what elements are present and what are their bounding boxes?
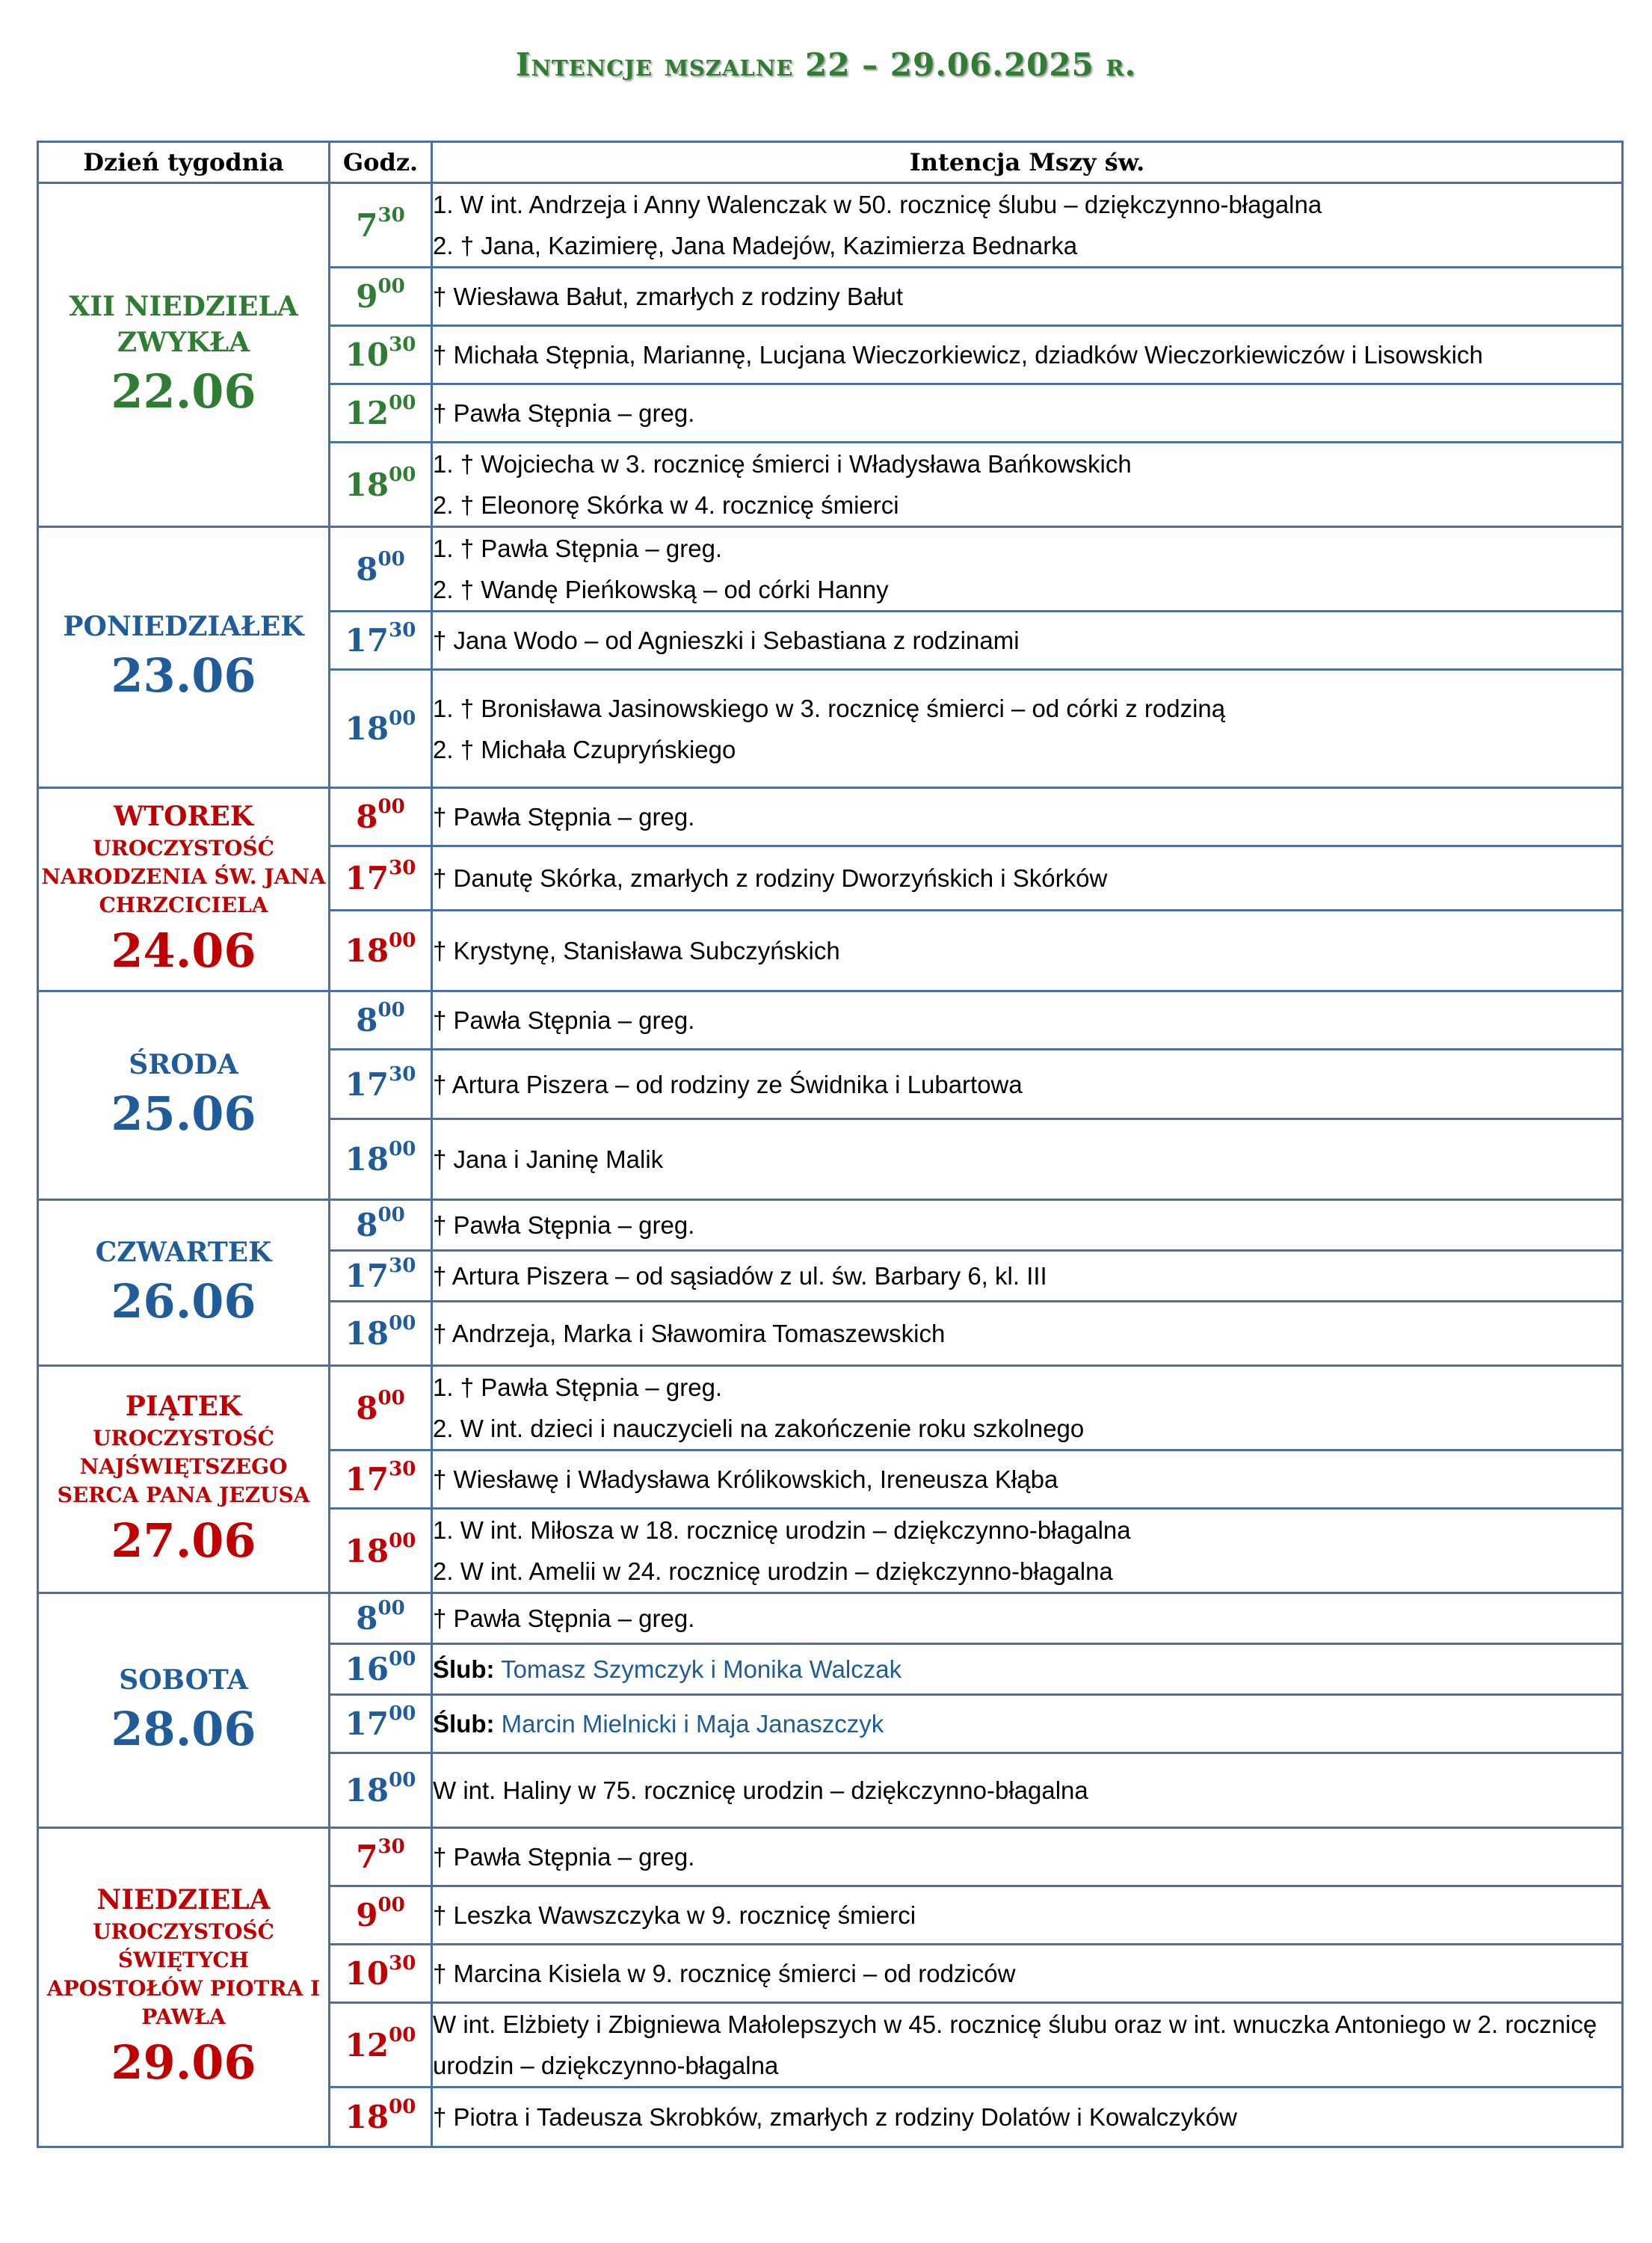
mass-hour: 8 — [356, 550, 378, 588]
mass-intention — [432, 1593, 1623, 1644]
mass-intention — [432, 384, 1623, 443]
mass-minute: 30 — [389, 857, 416, 879]
intention-line: † Jana i Janinę Malik — [433, 1145, 664, 1173]
mass-minute: 30 — [389, 1255, 416, 1277]
mass-intention — [432, 846, 1623, 911]
day-name: SOBOTA — [119, 1664, 248, 1696]
mass-hour: 17 — [345, 1065, 389, 1103]
mass-minute: 00 — [389, 1138, 416, 1160]
mass-hour: 9 — [356, 1897, 378, 1933]
day-date: 29.06 — [111, 2035, 256, 2090]
table-body — [38, 183, 1623, 2147]
mass-hour: 17 — [345, 1461, 389, 1498]
mass-time — [330, 268, 432, 326]
mass-time — [330, 1050, 432, 1119]
day-cell — [38, 991, 330, 1200]
mass-intention — [432, 183, 1623, 268]
mass-minute: 00 — [377, 796, 405, 818]
mass-minute: 00 — [389, 1312, 416, 1335]
day-name: PIĄTEK — [125, 1390, 242, 1422]
mass-minute: 00 — [377, 1894, 405, 1916]
mass-hour: 18 — [345, 466, 389, 503]
mass-time — [330, 1200, 432, 1251]
mass-intention — [432, 1509, 1623, 1593]
day-cell — [38, 1366, 330, 1593]
mass-minute: 00 — [377, 999, 405, 1021]
day-feast: UROCZYSTOŚĆ ŚWIĘTYCH APOSTOŁÓW PIOTRA I PAWŁA — [46, 1919, 321, 2029]
day-date: 27.06 — [111, 1513, 256, 1568]
intention-line: † Pawła Stępnia – greg. — [433, 1604, 695, 1632]
day-date: 25.06 — [111, 1086, 256, 1141]
intention-line: W int. Elżbiety i Zbigniewa Małolepszych w 45. rocznicę ślubu oraz w int. wnuczka Antoniego w 2. rocznicę urodzin – dziękczynno-błagalna — [433, 2010, 1597, 2079]
day-cell — [38, 183, 330, 527]
mass-intention — [432, 1695, 1623, 1753]
mass-hour: 17 — [345, 622, 389, 659]
wedding-couple: Tomasz Szymczyk i Monika Walczak — [501, 1655, 902, 1683]
mass-minute: 00 — [389, 1648, 416, 1670]
intention-line: † Danutę Skórka, zmarłych z rodziny Dworzyńskich i Skórków — [433, 864, 1108, 892]
day-cell — [38, 788, 330, 991]
table-row — [38, 788, 1623, 846]
intention-line: † Artura Piszera – od rodziny ze Świdnika i Lubartowa — [433, 1070, 1023, 1098]
mass-minute: 00 — [389, 463, 416, 486]
mass-minute: 00 — [389, 1702, 416, 1725]
mass-intention — [432, 911, 1623, 991]
intention-line: † Leszka Wawszczyka w 9. rocznicę śmierci — [433, 1901, 916, 1929]
day-name: PONIEDZIAŁEK — [63, 611, 304, 642]
intention-line: W int. Haliny w 75. rocznicę urodzin – dziękczynno-błagalna — [433, 1776, 1088, 1804]
mass-time — [330, 846, 432, 911]
mass-hour: 8 — [356, 1207, 378, 1243]
mass-intention — [432, 527, 1623, 612]
day-name: ŚRODA — [129, 1049, 238, 1080]
mass-time — [330, 443, 432, 527]
mass-minute: 00 — [389, 2096, 416, 2118]
intention-line: † Michała Stępnia, Mariannę, Lucjana Wieczorkiewicz, dziadków Wieczorkiewiczów i Lisowskich — [433, 341, 1483, 369]
day-cell — [38, 1828, 330, 2147]
intention-line: 2. † Wandę Pieńkowską – od córki Hanny — [433, 576, 889, 603]
mass-intention — [432, 2087, 1623, 2147]
intention-line: 2. W int. Amelii w 24. rocznicę urodzin – dziękczynno-błagalna — [433, 1557, 1113, 1585]
mass-time — [330, 1886, 432, 1945]
mass-time — [330, 326, 432, 384]
table-row — [38, 1828, 1623, 1886]
day-feast: UROCZYSTOŚĆ NARODZENIA ŚW. JANA CHRZCICIELA — [41, 835, 326, 917]
intention-line: 1. W int. Miłosza w 18. rocznicę urodzin – dziękczynno-błagalna — [433, 1516, 1131, 1544]
mass-minute: 00 — [389, 1529, 416, 1552]
mass-hour: 8 — [356, 1389, 378, 1427]
mass-time — [330, 384, 432, 443]
day-cell — [38, 1200, 330, 1366]
mass-hour: 8 — [356, 799, 378, 835]
mass-hour: 18 — [345, 1532, 389, 1569]
intention-line: † Pawła Stępnia – greg. — [433, 803, 695, 831]
mass-intention — [432, 1050, 1623, 1119]
mass-minute: 00 — [389, 707, 416, 730]
intention-line: 2. † Michała Czupryńskiego — [433, 735, 736, 763]
mass-time — [330, 1593, 432, 1644]
intention-line: 1. † Pawła Stępnia – greg. — [433, 1373, 723, 1401]
mass-time — [330, 991, 432, 1050]
mass-hour: 10 — [345, 336, 389, 373]
mass-hour: 9 — [356, 278, 378, 315]
day-date: 24.06 — [111, 923, 256, 978]
page-title: Intencje mszalne 22 – 29.06.2025 r. — [515, 46, 1137, 83]
mass-intention — [432, 268, 1623, 326]
intention-line: † Pawła Stępnia – greg. — [433, 1006, 695, 1034]
mass-minute: 30 — [389, 1062, 416, 1086]
mass-minute: 30 — [377, 1836, 405, 1858]
mass-intention — [432, 1945, 1623, 2003]
mass-hour: 18 — [345, 1772, 389, 1809]
mass-intention — [432, 326, 1623, 384]
mass-hour: 18 — [345, 932, 389, 969]
mass-time — [330, 1119, 432, 1200]
mass-minute: 00 — [377, 275, 405, 298]
wedding-label: Ślub: — [433, 1710, 495, 1738]
mass-minute: 00 — [377, 1597, 405, 1619]
table-row — [38, 1593, 1623, 1644]
intention-line: † Artura Piszera – od sąsiadów z ul. św. Barbary 6, kl. III — [433, 1262, 1047, 1290]
mass-minute: 00 — [377, 1386, 405, 1409]
intention-line: † Pawła Stępnia – greg. — [433, 1843, 695, 1871]
intention-line: 2. † Eleonorę Skórka w 4. rocznicę śmierci — [433, 491, 899, 519]
intention-line: † Jana Wodo – od Agnieszki i Sebastiana z rodzinami — [433, 627, 1020, 654]
table-header-row — [38, 142, 1623, 183]
mass-time — [330, 1753, 432, 1828]
mass-hour: 10 — [345, 1955, 389, 1992]
mass-time — [330, 1450, 432, 1509]
intention-line: 1. † Wojciecha w 3. rocznicę śmierci i Władysława Bańkowskich — [433, 450, 1132, 478]
mass-intention — [432, 991, 1623, 1050]
mass-intention — [432, 1753, 1623, 1828]
mass-hour: 7 — [356, 206, 378, 244]
intention-line: † Krystynę, Stanisława Subczyńskich — [433, 937, 840, 964]
day-name: NIEDZIELA — [96, 1884, 271, 1916]
table-row — [38, 1200, 1623, 1251]
day-date: 23.06 — [111, 648, 256, 703]
header-day: Dzień tygodnia — [38, 142, 330, 183]
table-row — [38, 1366, 1623, 1450]
intention-line: 2. W int. dzieci i nauczycieli na zakończenie roku szkolnego — [433, 1415, 1085, 1442]
mass-hour: 12 — [345, 2026, 389, 2064]
mass-time — [330, 183, 432, 268]
mass-hour: 18 — [345, 710, 389, 747]
mass-minute: 30 — [377, 203, 405, 227]
mass-intention — [432, 1886, 1623, 1945]
intention-line: † Piotra i Tadeusza Skrobków, zmarłych z rodziny Dolatów i Kowalczyków — [433, 2103, 1237, 2131]
mass-intention — [432, 1119, 1623, 1200]
mass-intention — [432, 1644, 1623, 1695]
mass-intention — [432, 2003, 1623, 2087]
mass-minute: 00 — [389, 392, 416, 414]
mass-hour: 16 — [345, 1651, 389, 1687]
intention-line: † Wiesława Bałut, zmarłych z rodziny Bałut — [433, 283, 904, 310]
mass-hour: 12 — [345, 395, 389, 431]
mass-intention — [432, 1366, 1623, 1450]
intention-line: 1. † Pawła Stępnia – greg. — [433, 535, 723, 562]
mass-time — [330, 1366, 432, 1450]
mass-minute: 00 — [389, 929, 416, 952]
mass-minute: 30 — [389, 333, 416, 356]
day-cell — [38, 1593, 330, 1828]
mass-intention — [432, 443, 1623, 527]
mass-minute: 00 — [389, 1769, 416, 1791]
day-cell — [38, 527, 330, 788]
day-date: 26.06 — [111, 1273, 256, 1329]
table-row — [38, 527, 1623, 612]
mass-intention — [432, 788, 1623, 846]
mass-time — [330, 670, 432, 788]
wedding-couple: Marcin Mielnicki i Maja Janaszczyk — [501, 1710, 884, 1738]
table-row — [38, 991, 1623, 1050]
mass-hour: 8 — [356, 1600, 378, 1637]
header-intention: Intencja Mszy św. — [432, 142, 1623, 183]
mass-time — [330, 1644, 432, 1695]
intention-line: † Marcina Kisiela w 9. rocznicę śmierci – od rodziców — [433, 1960, 1016, 1987]
mass-intention — [432, 670, 1623, 788]
wedding-label: Ślub: — [433, 1655, 495, 1683]
mass-minute: 30 — [389, 1458, 416, 1480]
intention-line: 1. † Bronisława Jasinowskiego w 3. rocznicę śmierci – od córki z rodziną — [433, 694, 1226, 722]
mass-hour: 18 — [345, 2099, 389, 2135]
mass-hour: 17 — [345, 1705, 389, 1742]
mass-hour: 17 — [345, 1258, 389, 1294]
mass-time — [330, 1828, 432, 1886]
intention-line: † Pawła Stępnia – greg. — [433, 399, 695, 427]
mass-hour: 8 — [356, 1002, 378, 1039]
day-date: 22.06 — [111, 363, 256, 419]
day-name: XII NIEDZIELA ZWYKŁA — [69, 290, 298, 358]
mass-minute: 00 — [389, 2023, 416, 2046]
intention-line: † Wiesławę i Władysława Królikowskich, Ireneusza Kłąba — [433, 1465, 1058, 1493]
intention-line: † Pawła Stępnia – greg. — [433, 1211, 695, 1239]
day-feast: UROCZYSTOŚĆ NAJŚWIĘTSZEGO SERCA PANA JEZUSA — [57, 1425, 310, 1507]
mass-intention — [432, 1450, 1623, 1509]
mass-time — [330, 2087, 432, 2147]
intention-line: 2. † Jana, Kazimierę, Jana Madejów, Kazimierza Bednarka — [433, 232, 1078, 259]
header-time: Godz. — [330, 142, 432, 183]
day-name: CZWARTEK — [95, 1236, 272, 1268]
intention-line: † Andrzeja, Marka i Sławomira Tomaszewskich — [433, 1320, 946, 1347]
mass-time — [330, 1695, 432, 1753]
mass-time — [330, 1945, 432, 2003]
mass-hour: 7 — [356, 1839, 378, 1875]
intention-line: 1. W int. Andrzeja i Anny Walenczak w 50. rocznicę ślubu – dziękczynno-błagalna — [433, 191, 1322, 218]
mass-intention — [432, 1828, 1623, 1886]
mass-intention — [432, 612, 1623, 670]
mass-intention — [432, 1251, 1623, 1302]
table-row — [38, 183, 1623, 268]
mass-time — [330, 1251, 432, 1302]
mass-hour: 18 — [345, 1315, 389, 1352]
mass-time — [330, 1509, 432, 1593]
mass-minute: 00 — [377, 1204, 405, 1226]
mass-intention — [432, 1302, 1623, 1366]
mass-minute: 30 — [389, 1952, 416, 1975]
mass-time — [330, 788, 432, 846]
mass-time — [330, 612, 432, 670]
mass-time — [330, 1302, 432, 1366]
mass-time — [330, 2003, 432, 2087]
mass-hour: 17 — [345, 860, 389, 896]
mass-intentions-table — [37, 141, 1624, 2148]
mass-time — [330, 527, 432, 612]
day-name: WTOREK — [113, 800, 254, 832]
day-date: 28.06 — [111, 1701, 256, 1756]
mass-minute: 30 — [389, 619, 416, 641]
mass-minute: 00 — [377, 547, 405, 570]
mass-hour: 18 — [345, 1141, 389, 1178]
mass-intention — [432, 1200, 1623, 1251]
mass-time — [330, 911, 432, 991]
